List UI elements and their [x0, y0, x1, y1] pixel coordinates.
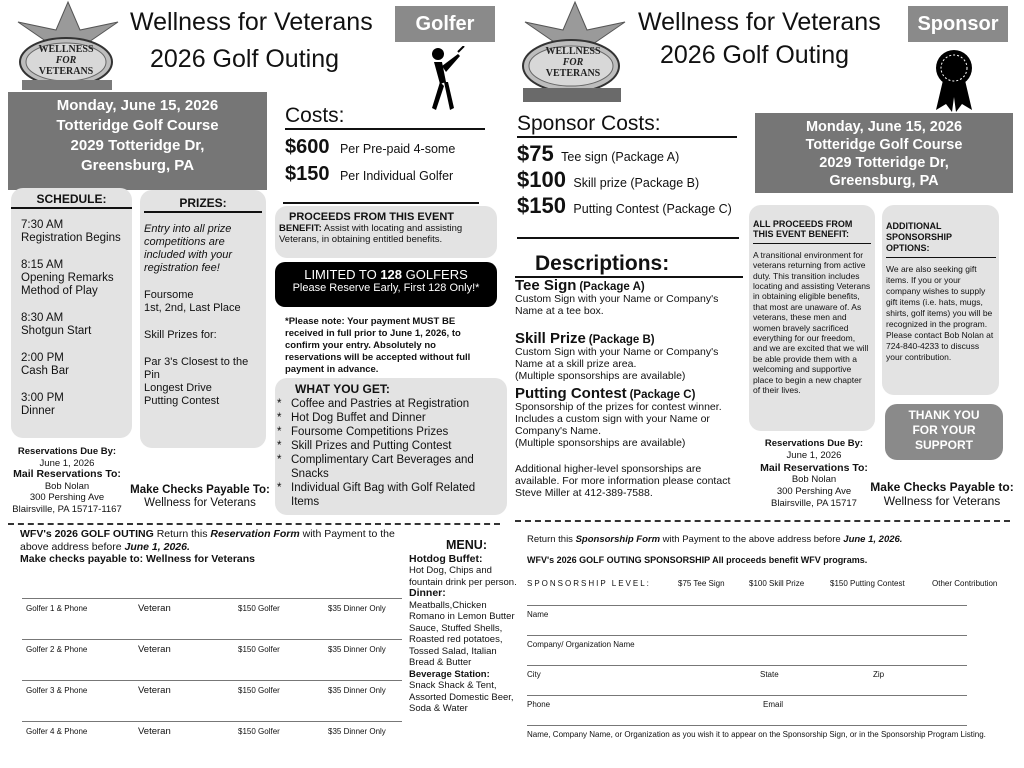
what-you-get-panel	[275, 378, 507, 515]
prizes-intro: Entry into all prize competitions are included with your registration fee!	[144, 223, 233, 274]
checks-to: Wellness for Veterans	[144, 497, 256, 509]
sponsor-cost-price: $100	[517, 167, 566, 192]
mail-name: Bob Nolan	[791, 474, 837, 485]
additional-options-panel	[882, 205, 999, 395]
thank-you-text: THANK YOU FOR YOUR SUPPORT	[908, 408, 980, 452]
event-date: Monday, June 15, 2026	[56, 97, 219, 114]
right-subtitle: 2026 Golf Outing	[660, 41, 850, 69]
event-date: Monday, June 15, 2026	[805, 119, 963, 135]
limited-banner	[275, 262, 497, 307]
schedule-panel	[11, 188, 132, 438]
form-intro-a: WFV's 2026 GOLF OUTING	[20, 528, 154, 540]
desc-name: Tee Sign	[515, 277, 577, 294]
field-label: Name	[527, 610, 549, 619]
proceeds-panel	[275, 206, 497, 258]
left-title: Wellness for Veterans	[130, 8, 373, 36]
golfer-veteran[interactable]: Veteran	[138, 644, 171, 655]
sponsor-form-line-2: WFV's 2026 GOLF OUTING SPONSORSHIP All proceeds benefit WFV programs.	[527, 555, 868, 565]
right-proceeds-text: A transitional environment for veterans returning from active duty. This transition includes locating and assisting Veterans in obtaining eligible benefits, that most are unaware of. As veterans, these men and women bravely sacrificed everything for our freedom, and we are excited that we will be able provide them with a welcoming and supportive place to begin a new chapter of their lives.	[753, 249, 871, 396]
event-venue: Totteridge Golf Course	[56, 117, 219, 134]
sponsor-costs-title: Sponsor Costs:	[517, 112, 737, 138]
descriptions-title: Descriptions:	[515, 252, 743, 278]
golfer-dinner[interactable]: $35 Dinner Only	[328, 645, 386, 654]
golfer-row[interactable]	[22, 639, 402, 680]
cost-price: $150	[285, 163, 330, 185]
costs-rule	[283, 202, 479, 204]
golfer-veteran[interactable]: Veteran	[138, 726, 171, 737]
schedule-time: 8:15 AM	[21, 259, 64, 271]
thank-you-badge	[885, 404, 1003, 460]
sponsor-form-line-1	[527, 534, 1017, 546]
name-field[interactable]	[527, 605, 967, 635]
desc-name: Putting Contest	[515, 385, 627, 402]
desc-item	[515, 385, 747, 449]
schedule-title: SCHEDULE:	[11, 192, 132, 209]
desc-pkg: (Package C)	[629, 389, 696, 401]
res-due-date: June 1, 2026	[786, 450, 842, 461]
what-item: * Foursome Competitions Prizes	[277, 425, 503, 439]
logo-word-1: WELLNESS	[545, 46, 601, 57]
golfer-row[interactable]	[22, 680, 402, 721]
field-label: Zip	[873, 670, 885, 679]
prize-item: Putting Contest	[144, 395, 220, 407]
logo-word-2: FOR	[55, 55, 77, 66]
proceeds-label: BENEFIT:	[279, 223, 322, 234]
left-date-box	[8, 92, 267, 190]
limited-number: 128	[380, 267, 403, 282]
form-intro-e: June 1, 2026.	[124, 540, 190, 553]
limited-text: LIMITED TO	[304, 267, 377, 282]
sponsor-tag: Sponsor	[908, 6, 1008, 42]
limited-text-b: GOLFERS	[405, 267, 468, 282]
additional-sponsorship-text: Additional higher-level sponsorships are available. For more information please contact Steve Miller at 412-389-7588.	[515, 463, 731, 499]
golfer-label: Golfer 1 & Phone	[26, 604, 88, 613]
right-proceeds-panel	[749, 205, 875, 431]
proceeds-body	[279, 223, 491, 245]
level-label: SPONSORSHIP LEVEL:	[527, 579, 651, 588]
logo-word-1: WELLNESS	[38, 44, 94, 55]
limited-line-2: Please Reserve Early, First 128 Only!*	[292, 282, 480, 294]
checks-to: Wellness for Veterans	[883, 494, 1001, 508]
payment-note: *Please note: Your payment MUST BE received in full prior to June 1, 2026, to confirm your entry. Absolutely no reservations will be accepted without full payment in advance.	[285, 316, 471, 375]
field-label: Phone	[527, 700, 551, 709]
form-intro-b: Return this	[156, 528, 208, 540]
golfer-row[interactable]	[22, 598, 402, 639]
logo-word-3: VETERANS	[38, 66, 94, 77]
city-state-zip-field[interactable]	[527, 665, 967, 695]
event-city: Greensburg, PA	[829, 173, 939, 189]
prizes-places: 1st, 2nd, Last Place	[144, 302, 241, 314]
what-list	[277, 397, 503, 509]
what-item: * Complimentary Cart Beverages and Snacks	[277, 453, 503, 481]
form-line1-b: Sponsorship Form	[575, 534, 661, 545]
menu-hotdog-title: Hotdog Buffet:	[409, 552, 483, 565]
golfer-row[interactable]	[22, 721, 402, 762]
sponsor-cost-label: Putting Contest (Package C)	[573, 202, 732, 216]
schedule-time: 3:00 PM	[21, 392, 64, 404]
res-due-label: Reservations Due By:	[17, 446, 117, 457]
sign-name-field[interactable]	[527, 725, 986, 745]
ribbon-icon	[932, 46, 976, 119]
left-reservations	[8, 446, 126, 515]
menu-bev-title: Beverage Station:	[409, 668, 490, 680]
form-line1-c: with Payment to the above address before	[662, 534, 841, 545]
prizes-skill: Skill Prizes for:	[144, 329, 217, 341]
what-item: * Individual Gift Bag with Golf Related Items	[277, 481, 503, 509]
costs-title: Costs:	[285, 104, 485, 130]
golfer-dinner[interactable]: $35 Dinner Only	[328, 604, 386, 613]
schedule-time: 7:30 AM	[21, 219, 64, 231]
prizes-body	[140, 213, 266, 408]
schedule-text: Cash Bar	[21, 365, 69, 377]
company-field[interactable]	[527, 635, 967, 665]
right-title: Wellness for Veterans	[638, 8, 881, 36]
desc-text: Custom Sign with your Name or Company's Name at a skill prize area. (Multiple sponsorships are available)	[515, 346, 719, 382]
proceeds-title: PROCEEDS FROM THIS EVENT	[289, 211, 455, 223]
cost-price: $600	[285, 136, 330, 158]
costs-section	[285, 104, 485, 186]
schedule-text: Registration Begins	[21, 232, 121, 244]
field-footer: Name, Company Name, or Organization as you wish it to appear on the Sponsorship Sign, or in the Sponsorship Program Listing.	[527, 730, 986, 739]
mail-city: Blairsville, PA 15717-1167	[12, 503, 122, 515]
golfer-label: Golfer 2 & Phone	[26, 645, 88, 654]
event-street: 2029 Totteridge Dr,	[70, 137, 205, 154]
desc-item	[515, 330, 747, 382]
addl-title: ADDITIONAL SPONSORSHIP OPTIONS:	[886, 221, 996, 258]
cost-label: Per Pre-paid 4-some	[339, 142, 456, 156]
golfer-fee[interactable]: $150 Golfer	[238, 727, 280, 736]
right-date-box	[755, 113, 1013, 193]
prizes-foursome: Foursome	[144, 289, 194, 301]
sponsor-cost-row	[517, 193, 757, 219]
desc-item	[515, 277, 747, 317]
schedule-text: Opening Remarks Method of Play	[21, 272, 114, 297]
what-item: * Skill Prizes and Putting Contest	[277, 439, 503, 453]
form-line1-a: Return this	[527, 534, 573, 545]
field-label: City	[527, 670, 541, 679]
cost-label: Per Individual Golfer	[339, 169, 454, 183]
right-reservations	[752, 438, 876, 510]
limited-line-1	[275, 267, 497, 282]
menu-section	[409, 540, 524, 715]
schedule-time: 8:30 AM	[21, 312, 64, 324]
golfer-veteran[interactable]: Veteran	[138, 685, 171, 696]
sponsor-costs-section	[517, 112, 757, 219]
phone-email-field[interactable]	[527, 695, 967, 725]
what-title: WHAT YOU GET:	[295, 382, 390, 396]
mail-addr: 300 Pershing Ave	[29, 492, 105, 503]
golfer-rows	[22, 598, 402, 762]
descriptions-section	[515, 252, 747, 499]
level-option[interactable]: Other Contribution	[932, 579, 998, 588]
sponsor-cost-price: $150	[517, 193, 566, 218]
sponsor-cost-row	[517, 167, 757, 193]
golfer-fee[interactable]: $150 Golfer	[238, 645, 280, 654]
mail-addr: 300 Pershing Ave	[776, 486, 852, 497]
sponsor-cost-price: $75	[517, 141, 554, 166]
left-checks	[125, 484, 275, 510]
form-intro-f: Make checks payable to: Wellness for Veterans	[20, 553, 255, 565]
cost-row	[285, 163, 485, 186]
schedule-list	[11, 209, 132, 418]
checks-title: Make Checks Payable to:	[870, 480, 1014, 494]
right-proceeds-title: ALL PROCEEDS FROM THIS EVENT BENEFIT:	[753, 219, 871, 244]
golfer-veteran[interactable]: Veteran	[138, 603, 171, 614]
menu-title: MENU:	[446, 538, 487, 552]
left-logo	[8, 0, 128, 90]
desc-text: Sponsorship of the prizes for contest winner. Includes a custom sign with your Name or Company's Name. (Multiple sponsorships are available)	[515, 401, 722, 449]
left-subtitle: 2026 Golf Outing	[150, 45, 340, 73]
event-city: Greensburg, PA	[80, 157, 195, 174]
logo-word-2: FOR	[562, 57, 584, 68]
prize-item: Longest Drive	[144, 382, 212, 394]
checks-title: Make Checks Payable To:	[130, 484, 270, 496]
mail-name: Bob Nolan	[44, 480, 90, 492]
golfer-label: Golfer 4 & Phone	[26, 727, 88, 736]
desc-text: Custom Sign with your Name or Company's Name at a tee box.	[515, 293, 719, 317]
cost-row	[285, 136, 485, 159]
menu-dinner: Meatballs,Chicken Romano in Lemon Butter Sauce, Stuffed Shells, Roasted red potatoes, Tossed Salad, Italian Bread & Butter	[409, 599, 515, 668]
event-street: 2029 Totteridge Dr,	[819, 155, 949, 171]
menu-dinner-title: Dinner:	[409, 587, 446, 599]
mail-title: Mail Reservations To:	[13, 468, 121, 480]
what-item: * Hot Dog Buffet and Dinner	[277, 411, 503, 425]
golfer-fee[interactable]: $150 Golfer	[238, 686, 280, 695]
res-due-label: Reservations Due By:	[764, 438, 864, 449]
event-venue: Totteridge Golf Course	[805, 137, 963, 153]
menu-bev: Snack Shack & Tent, Assorted Domestic Beer, Soda & Water	[409, 680, 514, 714]
golfer-tag: Golfer	[395, 6, 495, 42]
level-option[interactable]: $100 Skill Prize	[749, 579, 805, 588]
right-logo	[513, 0, 633, 90]
left-cut-line	[8, 523, 500, 525]
sponsor-cost-row	[517, 141, 757, 167]
reservation-form-intro	[20, 528, 405, 566]
golfer-dinner[interactable]: $35 Dinner Only	[328, 727, 386, 736]
logo-word-3: VETERANS	[545, 68, 601, 79]
res-due-date: June 1, 2026	[39, 457, 95, 469]
desc-pkg: (Package A)	[579, 281, 645, 293]
sponsorship-form-intro	[527, 534, 1017, 566]
desc-pkg: (Package B)	[588, 334, 655, 346]
proceeds-text: Assist with locating and assisting Veterans, in obtaining entitled benefits.	[279, 223, 463, 245]
sponsor-costs-rule	[517, 237, 739, 239]
sponsor-fields	[527, 605, 986, 745]
level-option[interactable]: $150 Putting Contest	[830, 579, 905, 588]
schedule-time: 2:00 PM	[21, 352, 64, 364]
prizes-title: PRIZES:	[144, 196, 262, 213]
sponsorship-levels	[527, 579, 1017, 588]
desc-name: Skill Prize	[515, 330, 586, 347]
golfer-label: Golfer 3 & Phone	[26, 686, 88, 695]
addl-text: We are also seeking gift items. If you or your company wishes to supply gift items (i.e. hats, mugs, shirts, golf items) you will be recognized in the program. Please contact Bob Nolan at 724-840-4233 to discuss your contribution.	[886, 264, 994, 362]
sponsor-cost-label: Skill prize (Package B)	[573, 176, 700, 190]
sponsor-cost-label: Tee sign (Package A)	[561, 150, 680, 164]
schedule-text: Dinner	[21, 405, 55, 417]
level-option[interactable]: $75 Tee Sign	[678, 579, 725, 588]
mail-title: Mail Reservations To:	[760, 462, 868, 474]
mail-city: Blairsville, PA 15717	[771, 498, 857, 509]
field-label: Email	[763, 700, 784, 709]
form-line1-d: June 1, 2026.	[843, 534, 903, 545]
form-intro-c: Reservation Form	[210, 528, 300, 540]
form-intro-d: with Payment to the above address before	[20, 528, 395, 553]
schedule-text: Shotgun Start	[21, 325, 92, 337]
menu-hotdog: Hot Dog, Chips and fountain drink per person.	[409, 565, 517, 588]
prize-item: Par 3's Closest to the Pin	[144, 356, 249, 381]
field-label: Company/ Organization Name	[527, 640, 635, 649]
what-item: * Coffee and Pastries at Registration	[277, 397, 503, 411]
field-label: State	[760, 670, 779, 679]
golfer-dinner[interactable]: $35 Dinner Only	[328, 686, 386, 695]
right-cut-line	[515, 520, 1010, 522]
golfer-fee[interactable]: $150 Golfer	[238, 604, 280, 613]
right-checks	[870, 480, 1014, 508]
prizes-panel	[140, 190, 266, 448]
